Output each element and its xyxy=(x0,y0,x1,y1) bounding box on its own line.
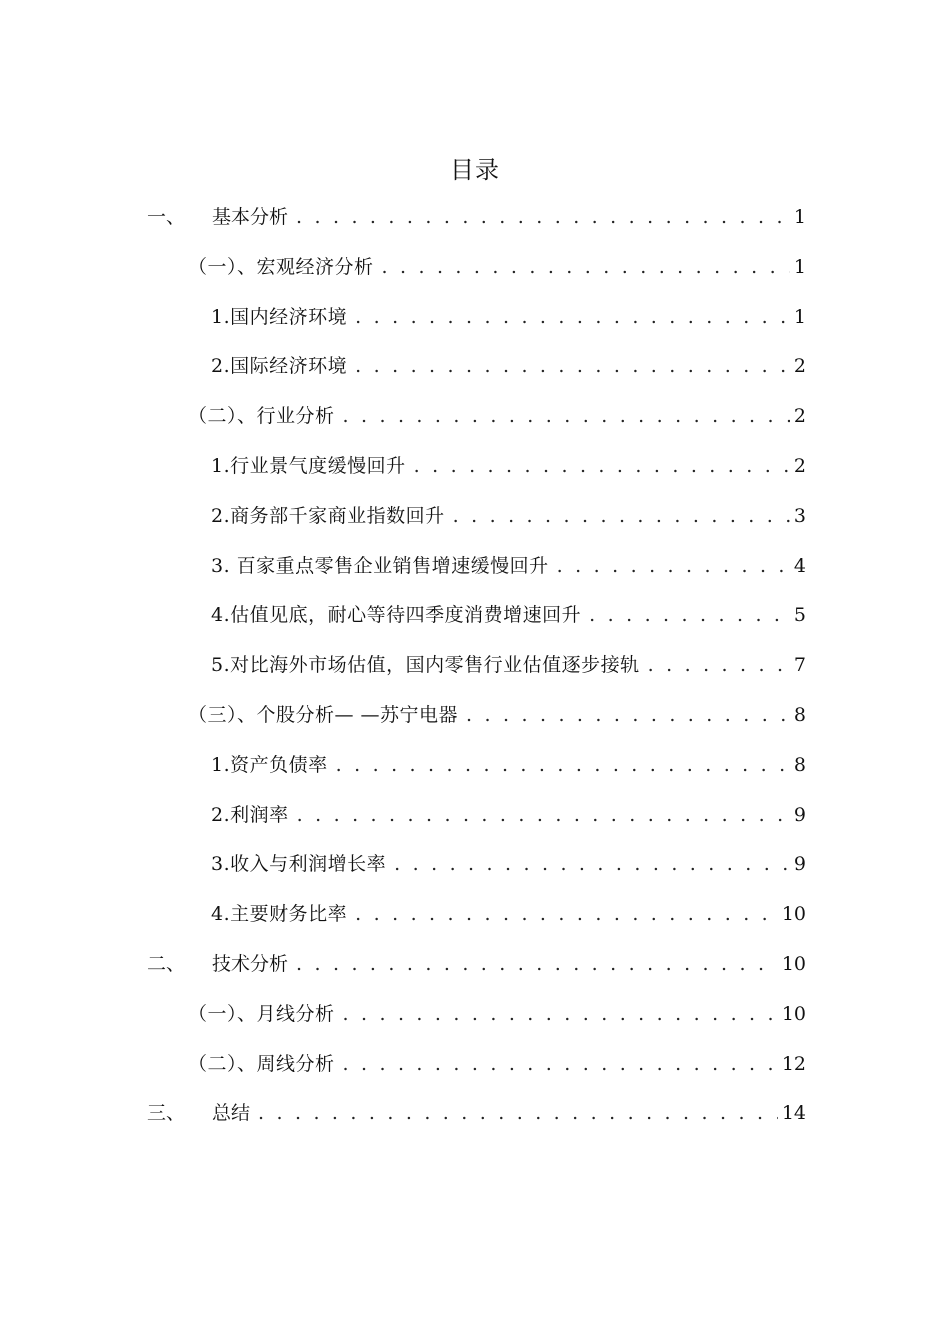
toc-entry[interactable] xyxy=(0,648,950,682)
dot-leader xyxy=(343,399,790,433)
toc-entry-page-number: 2 xyxy=(793,405,806,427)
toc-entry-page-number: 2 xyxy=(793,355,806,377)
dot-leader xyxy=(336,748,790,782)
toc-entry-row xyxy=(211,847,806,881)
toc-entry[interactable] xyxy=(0,1096,950,1130)
dot-leader xyxy=(453,499,790,533)
toc-entry-row xyxy=(188,1047,806,1081)
toc-entry-page-number: 8 xyxy=(793,754,806,776)
toc-entry-title: 3.收入与利润增长率 xyxy=(211,853,387,875)
toc-entry[interactable] xyxy=(0,250,950,284)
toc-entry-title: （一）、月线分析 xyxy=(188,1003,335,1025)
toc-entry[interactable] xyxy=(0,798,950,832)
toc-entry-title: 1.行业景气度缓慢回升 xyxy=(211,455,406,477)
toc-entry-row xyxy=(188,399,806,433)
toc-entry-title: 基本分析 xyxy=(212,206,289,228)
toc-entry[interactable] xyxy=(0,1047,950,1081)
toc-entry-number: 一、 xyxy=(147,206,186,228)
toc-entry-page-number: 1 xyxy=(793,306,806,328)
toc-entry-row xyxy=(188,250,806,284)
toc-entry-row xyxy=(211,748,806,782)
dot-leader xyxy=(258,1096,778,1130)
dot-leader xyxy=(296,200,790,234)
toc-entry-title: （二）、周线分析 xyxy=(188,1053,335,1075)
toc-entry-title: 2.国际经济环境 xyxy=(211,355,348,377)
toc-entry[interactable] xyxy=(0,349,950,383)
dot-leader xyxy=(589,598,790,632)
toc-entry-title: 2.商务部千家商业指数回升 xyxy=(211,505,445,527)
toc-entry-number: 二、 xyxy=(147,953,186,975)
toc-entry-page-number: 1 xyxy=(793,206,806,228)
toc-entry[interactable] xyxy=(0,748,950,782)
toc-entry[interactable] xyxy=(0,897,950,931)
toc-entry[interactable] xyxy=(0,449,950,483)
toc-entry[interactable] xyxy=(0,200,950,234)
toc-entry-row xyxy=(211,499,806,533)
dot-leader xyxy=(557,549,790,583)
toc-entry-title: 总结 xyxy=(212,1102,251,1124)
toc-entry-page-number: 5 xyxy=(793,604,806,626)
toc-entry-page-number: 8 xyxy=(793,704,806,726)
dot-leader xyxy=(394,847,790,881)
toc-entry-page-number: 4 xyxy=(793,555,806,577)
toc-entry-row xyxy=(211,648,806,682)
toc-entry-row xyxy=(211,897,806,931)
toc-entry-title: （二）、行业分析 xyxy=(188,405,335,427)
toc-entry-row xyxy=(188,997,806,1031)
toc-entry[interactable] xyxy=(0,598,950,632)
toc-entry-page-number: 9 xyxy=(793,804,806,826)
toc-entry-number: 三、 xyxy=(147,1102,186,1124)
toc-entry-title: 1.国内经济环境 xyxy=(211,306,348,328)
toc-entry-row xyxy=(211,798,806,832)
toc-entry-title: 5.对比海外市场估值，国内零售行业估值逐步接轨 xyxy=(211,654,640,676)
toc-entry[interactable] xyxy=(0,947,950,981)
toc-entry-page-number: 3 xyxy=(793,505,806,527)
toc-entry-row xyxy=(147,947,806,981)
toc-entry-page-number: 10 xyxy=(781,953,806,975)
toc-entry-row xyxy=(211,349,806,383)
toc-entry[interactable] xyxy=(0,698,950,732)
toc-entry-page-number: 10 xyxy=(781,1003,806,1025)
toc-entry-page-number: 10 xyxy=(781,903,806,925)
toc-entry-row xyxy=(211,300,806,334)
toc-entry-page-number: 7 xyxy=(793,654,806,676)
dot-leader xyxy=(297,798,790,832)
toc-entry-title: （一）、宏观经济分析 xyxy=(188,256,374,278)
toc-entry-row xyxy=(147,1096,806,1130)
toc-entry[interactable] xyxy=(0,997,950,1031)
toc-entry-title: 2.利润率 xyxy=(211,804,289,826)
dot-leader xyxy=(466,698,790,732)
toc-entry-row xyxy=(147,200,806,234)
toc-entry-page-number: 14 xyxy=(781,1102,806,1124)
toc-entry[interactable] xyxy=(0,549,950,583)
dot-leader xyxy=(355,349,790,383)
toc-entry-page-number: 9 xyxy=(793,853,806,875)
toc-entry-title: 3. 百家重点零售企业销售增速缓慢回升 xyxy=(211,555,549,577)
dot-leader xyxy=(296,947,778,981)
toc-entry-row xyxy=(211,449,806,483)
toc-entry-row xyxy=(188,698,806,732)
toc-entry-title: 技术分析 xyxy=(212,953,289,975)
toc-entry[interactable] xyxy=(0,399,950,433)
dot-leader xyxy=(355,300,790,334)
dot-leader xyxy=(343,1047,778,1081)
toc-entry-page-number: 2 xyxy=(793,455,806,477)
dot-leader xyxy=(414,449,790,483)
toc-entry-title: 4.估值见底，耐心等待四季度消费增速回升 xyxy=(211,604,582,626)
dot-leader xyxy=(355,897,778,931)
toc-entry-row xyxy=(211,549,806,583)
dot-leader xyxy=(343,997,778,1031)
toc-entry[interactable] xyxy=(0,300,950,334)
toc-entry-page-number: 1 xyxy=(793,256,806,278)
toc-entry[interactable] xyxy=(0,499,950,533)
dot-leader xyxy=(648,648,790,682)
toc-entry-page-number: 12 xyxy=(781,1053,806,1075)
toc-entry-title: 4.主要财务比率 xyxy=(211,903,348,925)
toc-entry-row xyxy=(211,598,806,632)
dot-leader xyxy=(382,250,790,284)
page-title: 目录 xyxy=(450,156,500,184)
toc-entry-title: 1.资产负债率 xyxy=(211,754,328,776)
toc-entry[interactable] xyxy=(0,847,950,881)
toc-entry-title: （三）、个股分析— —苏宁电器 xyxy=(188,704,459,726)
